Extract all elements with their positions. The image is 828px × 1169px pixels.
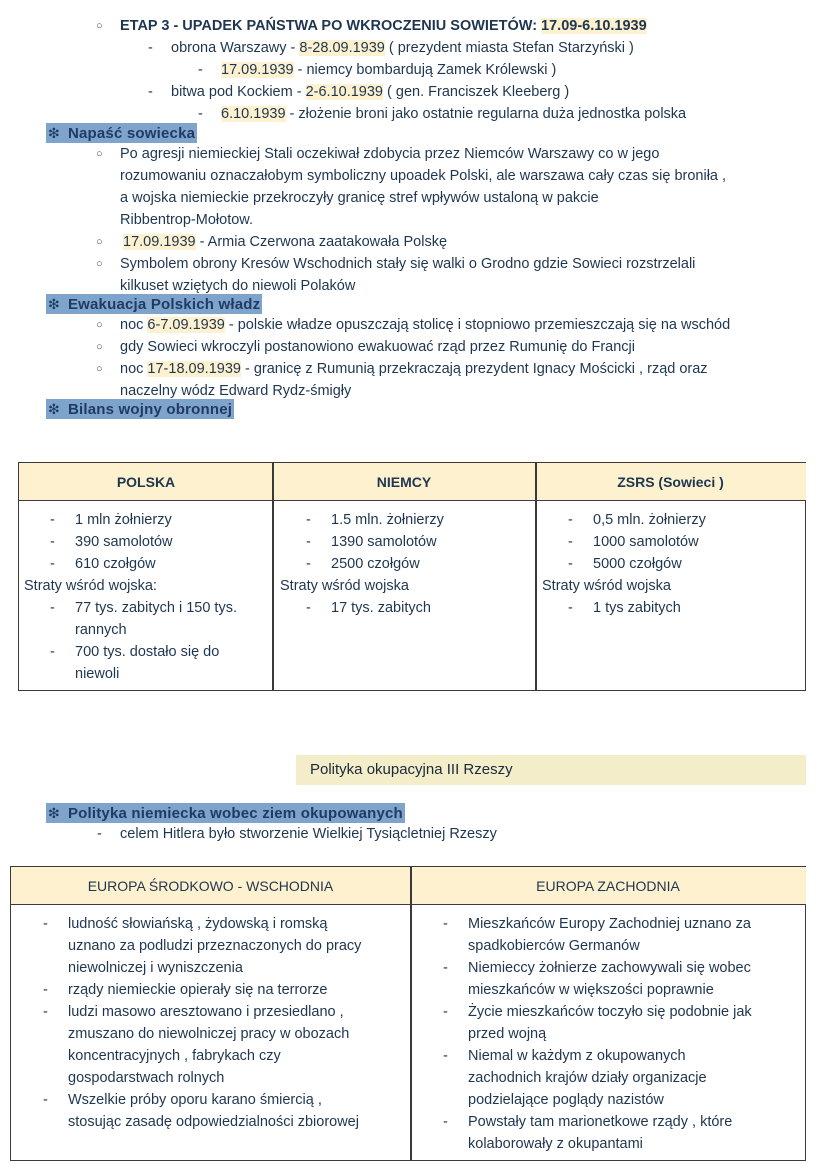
table-cell-line: ludność słowiańską , żydowską i romską — [68, 916, 328, 932]
heading-ewakuacja — [46, 294, 262, 314]
heading-polityka-niemiecka — [46, 803, 405, 823]
dash-bullet-icon: - — [50, 600, 55, 616]
table-cell-line: 5000 czołgów — [593, 556, 682, 572]
etap3-subitem — [221, 103, 686, 125]
item-text: bitwa pod Kockiem - — [171, 84, 306, 100]
column-divider — [535, 463, 537, 690]
item-date: 17-18.09.1939 — [147, 361, 241, 377]
table-cell-line: 1000 samolotów — [593, 534, 699, 550]
etap3-subitem — [221, 59, 556, 81]
star-bullet-icon: ❇ — [48, 125, 60, 141]
table-cell-line: podzielające poglądy nazistów — [468, 1092, 664, 1108]
circle-bullet-icon: ○ — [96, 258, 103, 270]
table-cell-line: stosując zasadę odpowiedzialności zbiorowej — [68, 1114, 359, 1130]
table-cell-line: Wszelkie próby oporu karano śmiercią , — [68, 1092, 322, 1108]
table-cell-line: ludzi masowo aresztowano i przesiedlano , — [68, 1004, 344, 1020]
paragraph-line — [120, 358, 708, 380]
item-text: - polskie władze opuszczają stolicę i stopniowo przemieszczają się na wschód — [224, 317, 731, 333]
item-text: ( gen. Franciszek Kleeberg ) — [383, 84, 570, 100]
etap3-item — [171, 81, 569, 103]
dash-bullet-icon: - — [198, 106, 203, 122]
table-cell-line: Powstały tam marionetkowe rządy , które — [468, 1114, 733, 1130]
item-text: - Armia Czerwona zaatakowała Polskę — [195, 234, 448, 250]
heading-text: Ewakuacja Polskich władz — [67, 296, 261, 313]
star-bullet-icon: ❇ — [48, 401, 60, 417]
item-text: - niemcy bombardują Zamek Królewski ) — [293, 62, 557, 78]
dash-bullet-icon: - — [148, 84, 153, 100]
table-cell-line: koncentracyjnych , fabrykach czy — [68, 1048, 281, 1064]
heading-text: Polityka niemiecka wobec ziem okupowanych — [67, 805, 403, 822]
table-header-east: EUROPA ŚRODKOWO - WSCHODNIA — [11, 867, 410, 905]
paragraph-line: gdy Sowieci wkroczyli postanowiono ewakuować rząd przez Rumunię do Francji — [120, 339, 635, 355]
table-cell-line: spadkobierców Germanów — [468, 938, 640, 954]
etap3-title-text: ETAP 3 - UPADEK PAŃSTWA PO WKROCZENIU SOWIETÓW: — [120, 18, 542, 34]
table-cell-line: 17 tys. zabitych — [331, 600, 431, 616]
table-header-west: EUROPA ZACHODNIA — [410, 867, 806, 905]
dash-bullet-icon: - — [443, 960, 448, 976]
table-cell-line: gospodarstwach rolnych — [68, 1070, 225, 1086]
item-text: obrona Warszawy - — [171, 40, 300, 56]
bilans-table — [18, 462, 806, 691]
dash-bullet-icon: - — [568, 512, 573, 528]
item-text: ( prezydent miasta Stefan Starzyński ) — [384, 40, 634, 56]
dash-bullet-icon: - — [306, 512, 311, 528]
table-cell-line: kolaborowały z okupantami — [468, 1136, 643, 1152]
table-cell-line: 390 samolotów — [75, 534, 173, 550]
table-cell-line: Niemieccy żołnierze zachowywali się wobec — [468, 960, 751, 976]
table-cell-line: mieszkańców w większości poprawnie — [468, 982, 714, 998]
item-text: noc — [120, 361, 148, 377]
table-header-niemcy: NIEMCY — [273, 463, 535, 501]
paragraph-line: kilkuset wziętych do niewoli Polaków — [120, 278, 356, 294]
item-text: - złożenie broni jako ostatnie regularna duża jednostka polska — [285, 106, 687, 122]
losses-label: Straty wśród wojska — [280, 578, 409, 594]
item-date: 17.09.1939 — [221, 62, 294, 78]
dash-bullet-icon: - — [43, 1092, 48, 1108]
table-cell-line: zachodnich krajów działy organizacje — [468, 1070, 707, 1086]
dash-bullet-icon: - — [148, 40, 153, 56]
dash-bullet-icon: - — [43, 982, 48, 998]
table-cell-line: rannych — [75, 622, 127, 638]
paragraph-line: naczelny wódz Edward Rydz-śmigły — [120, 383, 352, 399]
dash-bullet-icon: - — [198, 62, 203, 78]
losses-label: Straty wśród wojska — [542, 578, 671, 594]
dash-bullet-icon: - — [443, 916, 448, 932]
circle-bullet-icon: ○ — [96, 148, 103, 160]
table-cell-line: 610 czołgów — [75, 556, 156, 572]
circle-bullet-icon: ○ — [96, 341, 103, 353]
dash-bullet-icon: - — [568, 600, 573, 616]
paragraph-line: celem Hitlera było stworzenie Wielkiej Tysiącletniej Rzeszy — [120, 826, 497, 842]
paragraph-line: a wojska niemieckie przekroczyły granicę stref wpływów ustaloną w pakcie — [120, 190, 599, 206]
dash-bullet-icon: - — [568, 534, 573, 550]
table-cell-line: 1.5 mln. żołnierzy — [331, 512, 444, 528]
paragraph-line — [120, 314, 730, 336]
dash-bullet-icon: - — [50, 556, 55, 572]
circle-bullet-icon: ○ — [96, 363, 103, 375]
table-cell-line: Niemal w każdym z okupowanych — [468, 1048, 686, 1064]
dash-bullet-icon: - — [50, 644, 55, 660]
table-cell-line: 1 tys zabitych — [593, 600, 681, 616]
column-divider — [272, 463, 274, 690]
section-title-banner: Polityka okupacyjna III Rzeszy — [296, 755, 806, 785]
etap3-date: 17.09-6.10.1939 — [541, 18, 647, 34]
paragraph-line: Po agresji niemieckiej Stali oczekiwał zdobycia przez Niemców Warszawy co w jego — [120, 146, 660, 162]
dash-bullet-icon: - — [43, 1004, 48, 1020]
losses-label: Straty wśród wojska: — [24, 578, 157, 594]
table-cell-line: zmuszano do niewolniczej pracy w obozach — [68, 1026, 350, 1042]
table-cell-line: 2500 czołgów — [331, 556, 420, 572]
table-cell-line: 1 mln żołnierzy — [75, 512, 172, 528]
item-text: - granicę z Rumunią przekraczają prezydent Ignacy Mościcki , rząd oraz — [240, 361, 708, 377]
table-cell-line: 0,5 mln. żołnierzy — [593, 512, 706, 528]
dash-bullet-icon: - — [443, 1048, 448, 1064]
paragraph-line: Ribbentrop-Mołotow. — [120, 212, 253, 228]
occupation-policy-table — [10, 866, 806, 1161]
heading-bilans — [46, 399, 234, 419]
etap3-item — [171, 37, 634, 59]
column-divider — [410, 867, 412, 1160]
table-cell-line: Życie mieszkańców toczyło się podobnie jak — [468, 1004, 752, 1020]
dash-bullet-icon: - — [50, 512, 55, 528]
table-cell-line: 700 tys. dostało się do — [75, 644, 220, 660]
table-header-polska: POLSKA — [19, 463, 273, 501]
dash-bullet-icon: - — [306, 534, 311, 550]
item-date: 6.10.1939 — [221, 106, 286, 122]
heading-text: Napaść sowiecka — [67, 125, 196, 142]
heading-napasc-sowiecka — [46, 123, 197, 143]
dash-bullet-icon: - — [43, 916, 48, 932]
table-cell-line: uznano za podludzi przeznaczonych do pracy — [68, 938, 362, 954]
item-date: 2-6.10.1939 — [305, 84, 383, 100]
item-date: 6-7.09.1939 — [147, 317, 225, 333]
paragraph-line: Symbolem obrony Kresów Wschodnich stały się walki o Grodno gdzie Sowieci rozstrzelali — [120, 256, 696, 272]
circle-bullet-icon: ○ — [96, 319, 103, 331]
table-cell-line: 1390 samolotów — [331, 534, 437, 550]
dash-bullet-icon: - — [568, 556, 573, 572]
dash-bullet-icon: - — [306, 556, 311, 572]
item-date: 8-28.09.1939 — [299, 40, 385, 56]
star-bullet-icon: ❇ — [48, 296, 60, 312]
dash-bullet-icon: - — [50, 534, 55, 550]
table-cell-line: 77 tys. zabitych i 150 tys. — [75, 600, 237, 616]
star-bullet-icon: ❇ — [48, 805, 60, 821]
dash-bullet-icon: - — [443, 1114, 448, 1130]
heading-text: Bilans wojny obronnej — [67, 401, 233, 418]
circle-bullet-icon: ○ — [96, 20, 103, 32]
table-header-zsrs: ZSRS (Sowieci ) — [535, 463, 806, 501]
table-cell-line: Mieszkańców Europy Zachodniej uznano za — [468, 916, 751, 932]
circle-bullet-icon: ○ — [96, 236, 103, 248]
table-cell-line: niewoli — [75, 666, 120, 682]
item-date: 17.09.1939 — [123, 234, 196, 250]
dash-bullet-icon: - — [443, 1004, 448, 1020]
paragraph-line — [123, 231, 447, 253]
table-cell-line: rządy niemieckie opierały się na terrorze — [68, 982, 328, 998]
etap3-title — [120, 15, 647, 37]
table-cell-line: przed wojną — [468, 1026, 547, 1042]
table-cell-line: niewolniczej i wyniszczenia — [68, 960, 243, 976]
item-text: noc — [120, 317, 148, 333]
dash-bullet-icon: - — [97, 826, 102, 842]
paragraph-line: rozumowaniu oznaczałobym symboliczny upoadek Polski, ale warszawa cały czas się broniła , — [120, 168, 727, 184]
dash-bullet-icon: - — [306, 600, 311, 616]
